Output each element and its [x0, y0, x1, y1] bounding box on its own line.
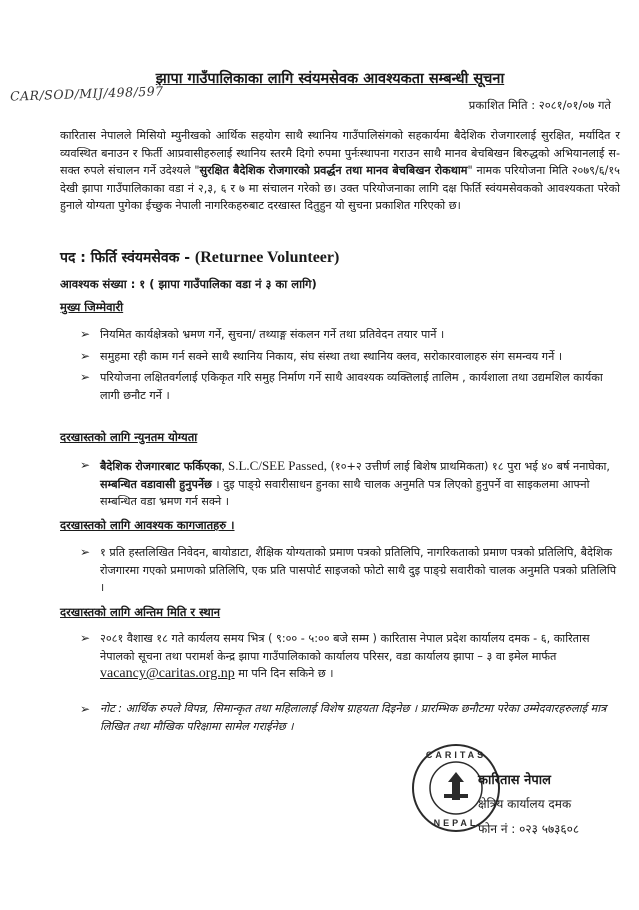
office-name: क्षेत्रिय कार्यालय दमक — [478, 797, 572, 811]
deadline-heading: दरखास्तको लागि अन्तिम मिति र स्थान — [60, 605, 221, 619]
responsibilities-heading: मुख्य जिम्मेवारी — [60, 300, 124, 314]
post-label: पद : फिर्ति स्वंयमसेवक - — [60, 250, 195, 266]
list-item: ➢ नियमित कार्यक्षेत्रको भ्रमण गर्ने, सुचना/ तथ्याङ्ग संकलन गर्ने तथा प्रतिवेदन तयार पार्ने । — [80, 326, 620, 344]
arrow-bullet-icon: ➢ — [80, 545, 91, 559]
svg-text:CARITAS: CARITAS — [425, 750, 487, 760]
intro-paragraph — [60, 127, 620, 215]
list-item: ➢ बैदेशिक रोजगारबाट फर्किएका, S.L.C/SEE Passed, (१०+२ उत्तीर्ण लाई बिशेष प्राथमिकता) १८ पुरा भई ४० बर्ष ननाघेका, सम्बन्धित वडावासी हुनुपर्नेछ । दुइ पाङ्ग्रे सवारीसाधन हुनका साथै चालक अनुमति पत्र लिएको हुनुपर्ने वा साइकलमा आफ्नो सम्बन्धित वडा भ्रमण गर्न सक्ने । — [80, 458, 610, 509]
intro-text-1: कारितास नेपालले मिसियो म्युनीखको आर्थिक सहयोग साथै स्थानिय गाउँपालिसंगको सहकार्यमा बैदेशिक रोजगारलाई सुरक्षित, मर्यादित र व्यवस्थित बनाउन र फिर्ती आप्रवासीहरुलाई स्थानिय स्तरमै दिगो रुपमा पुर्नःस्थापना गराउन साथै मानव बेचबिखन बिरुद्धको अभियानलाई स-सक्त रुपले संचालन गर्ने उदेश्यले " — [60, 129, 620, 178]
note-paragraph: ➢ नोट : आर्थिक रुपले विपन्न, सिमान्कृत तथा महिलालाई विशेष ग्राहयता दिइनेछ । प्रारम्भिक छनौटमा परेका उम्मेदवारहरुलाई मात्र लिखित तथा मौखिक परिक्षामा सामेल गराईनेछ । — [80, 702, 607, 733]
notice-title: झापा गाउँपालिकाका लागि स्वंयमसेवक आवश्यकता सम्बन्धी सूचना — [155, 71, 505, 87]
organization-name: कारितास नेपाल — [478, 773, 551, 788]
responsibilities-list — [80, 326, 620, 408]
arrow-bullet-icon: ➢ — [80, 370, 91, 385]
documents-heading: दरखास्तको लागि आवश्यक कागजातहरु । — [60, 518, 235, 532]
list-item: ➢ समुहमा रही काम गर्न सक्ने साथै स्थानिय निकाय, संघ संस्था तथा स्थानिय क्लव, सरोकारवालाहरु संग समन्वय गर्ने । — [80, 348, 620, 366]
arrow-bullet-icon: ➢ — [80, 631, 91, 645]
list-item: ➢ १ प्रति हस्तलिखित निवेदन, बायोडाटा, शैक्षिक योग्यताको प्रमाण पत्रको प्रतिलिपि, नागरिकताको प्रमाण पत्रको प्रतिलिपि, बैदेशिक रोजगारमा गएको प्रमाणको प्रतिलिपि, एक प्रति पासपोर्ट साइजको फोटो साथै दुइ पाङ्ग्रे सवारीको चालक अनुमति पत्रको प्रतिलिपि । — [80, 545, 617, 595]
email-link[interactable]: vacancy@caritas.org.np — [100, 666, 235, 682]
documents-list — [80, 544, 620, 601]
vacancy-count: आवश्यक संख्या : १ ( झापा गाउँपालिका वडा नं ३ का लागि) — [60, 277, 317, 291]
arrow-bullet-icon: ➢ — [80, 327, 91, 341]
svg-text:NEPAL: NEPAL — [433, 818, 479, 828]
arrow-bullet-icon: ➢ — [80, 348, 91, 363]
phone-number: फोन नं : ०२३ ५७३६०८ — [478, 822, 580, 836]
qualifications-list — [80, 457, 620, 515]
post-english: (Returnee Volunteer) — [194, 249, 340, 266]
handwritten-reference: CAR/SOD/MIJ/498/597 — [9, 83, 164, 104]
qualifications-heading: दरखास्तको लागि न्युनतम योग्यता — [60, 430, 198, 444]
arrow-bullet-icon: ➢ — [80, 458, 91, 472]
intro-project-name: सुरक्षित बैदेशिक रोजगारको प्रवर्द्धन तथा मानव बेचबिखन रोकथाम — [199, 164, 468, 178]
deadline-list — [80, 630, 620, 687]
list-item: ➢ २०८१ वैशाख १८ गते कार्यलय समय भित्र ( ९:०० - ५:०० बजे सम्म ) कारितास नेपाल प्रदेश कार्यालय दमक - ६, कारितास नेपालको सूचना तथा परामर्श केन्द्र झापा गाउँपालिकाको कार्यालय परिसर, वडा कार्यालय झापा – ३ वा इमेल मार्फत vacancy@caritas.org.np मा पनि दिन सकिने छ । — [80, 631, 590, 682]
list-item: ➢ परियोजना लक्षितवर्गलाई एकिकृत गरि समुह निर्माण गर्ने साथै आवश्यक व्यक्तिलाई तालिम , कार्यशाला तथा उद्यमशिल कार्यका लागी छनौट गर्ने । — [80, 370, 603, 402]
post-heading — [60, 248, 339, 267]
intro-text-2: " नामक परियोजना मिति २०७९/६/१५ देखी झापा गाउँपालिकाका वडा नं २,३, ६ र ७ मा संचालन गरेको छ। उक्त परियोजनाका लागि दक्ष फिर्ति स्वंयमसेवकको आवश्यकता परेको हुनाले योग्यता पुगेका ईच्छुक नेपाली नागरिकहरुबाट दरखास्त दितुहुन यो सुचना प्रकाशित गरिएको छ। — [60, 164, 620, 213]
arrow-bullet-icon: ➢ — [80, 702, 91, 716]
published-date: प्रकाशित मिति : २०८१/०१/०७ गते — [468, 98, 611, 112]
